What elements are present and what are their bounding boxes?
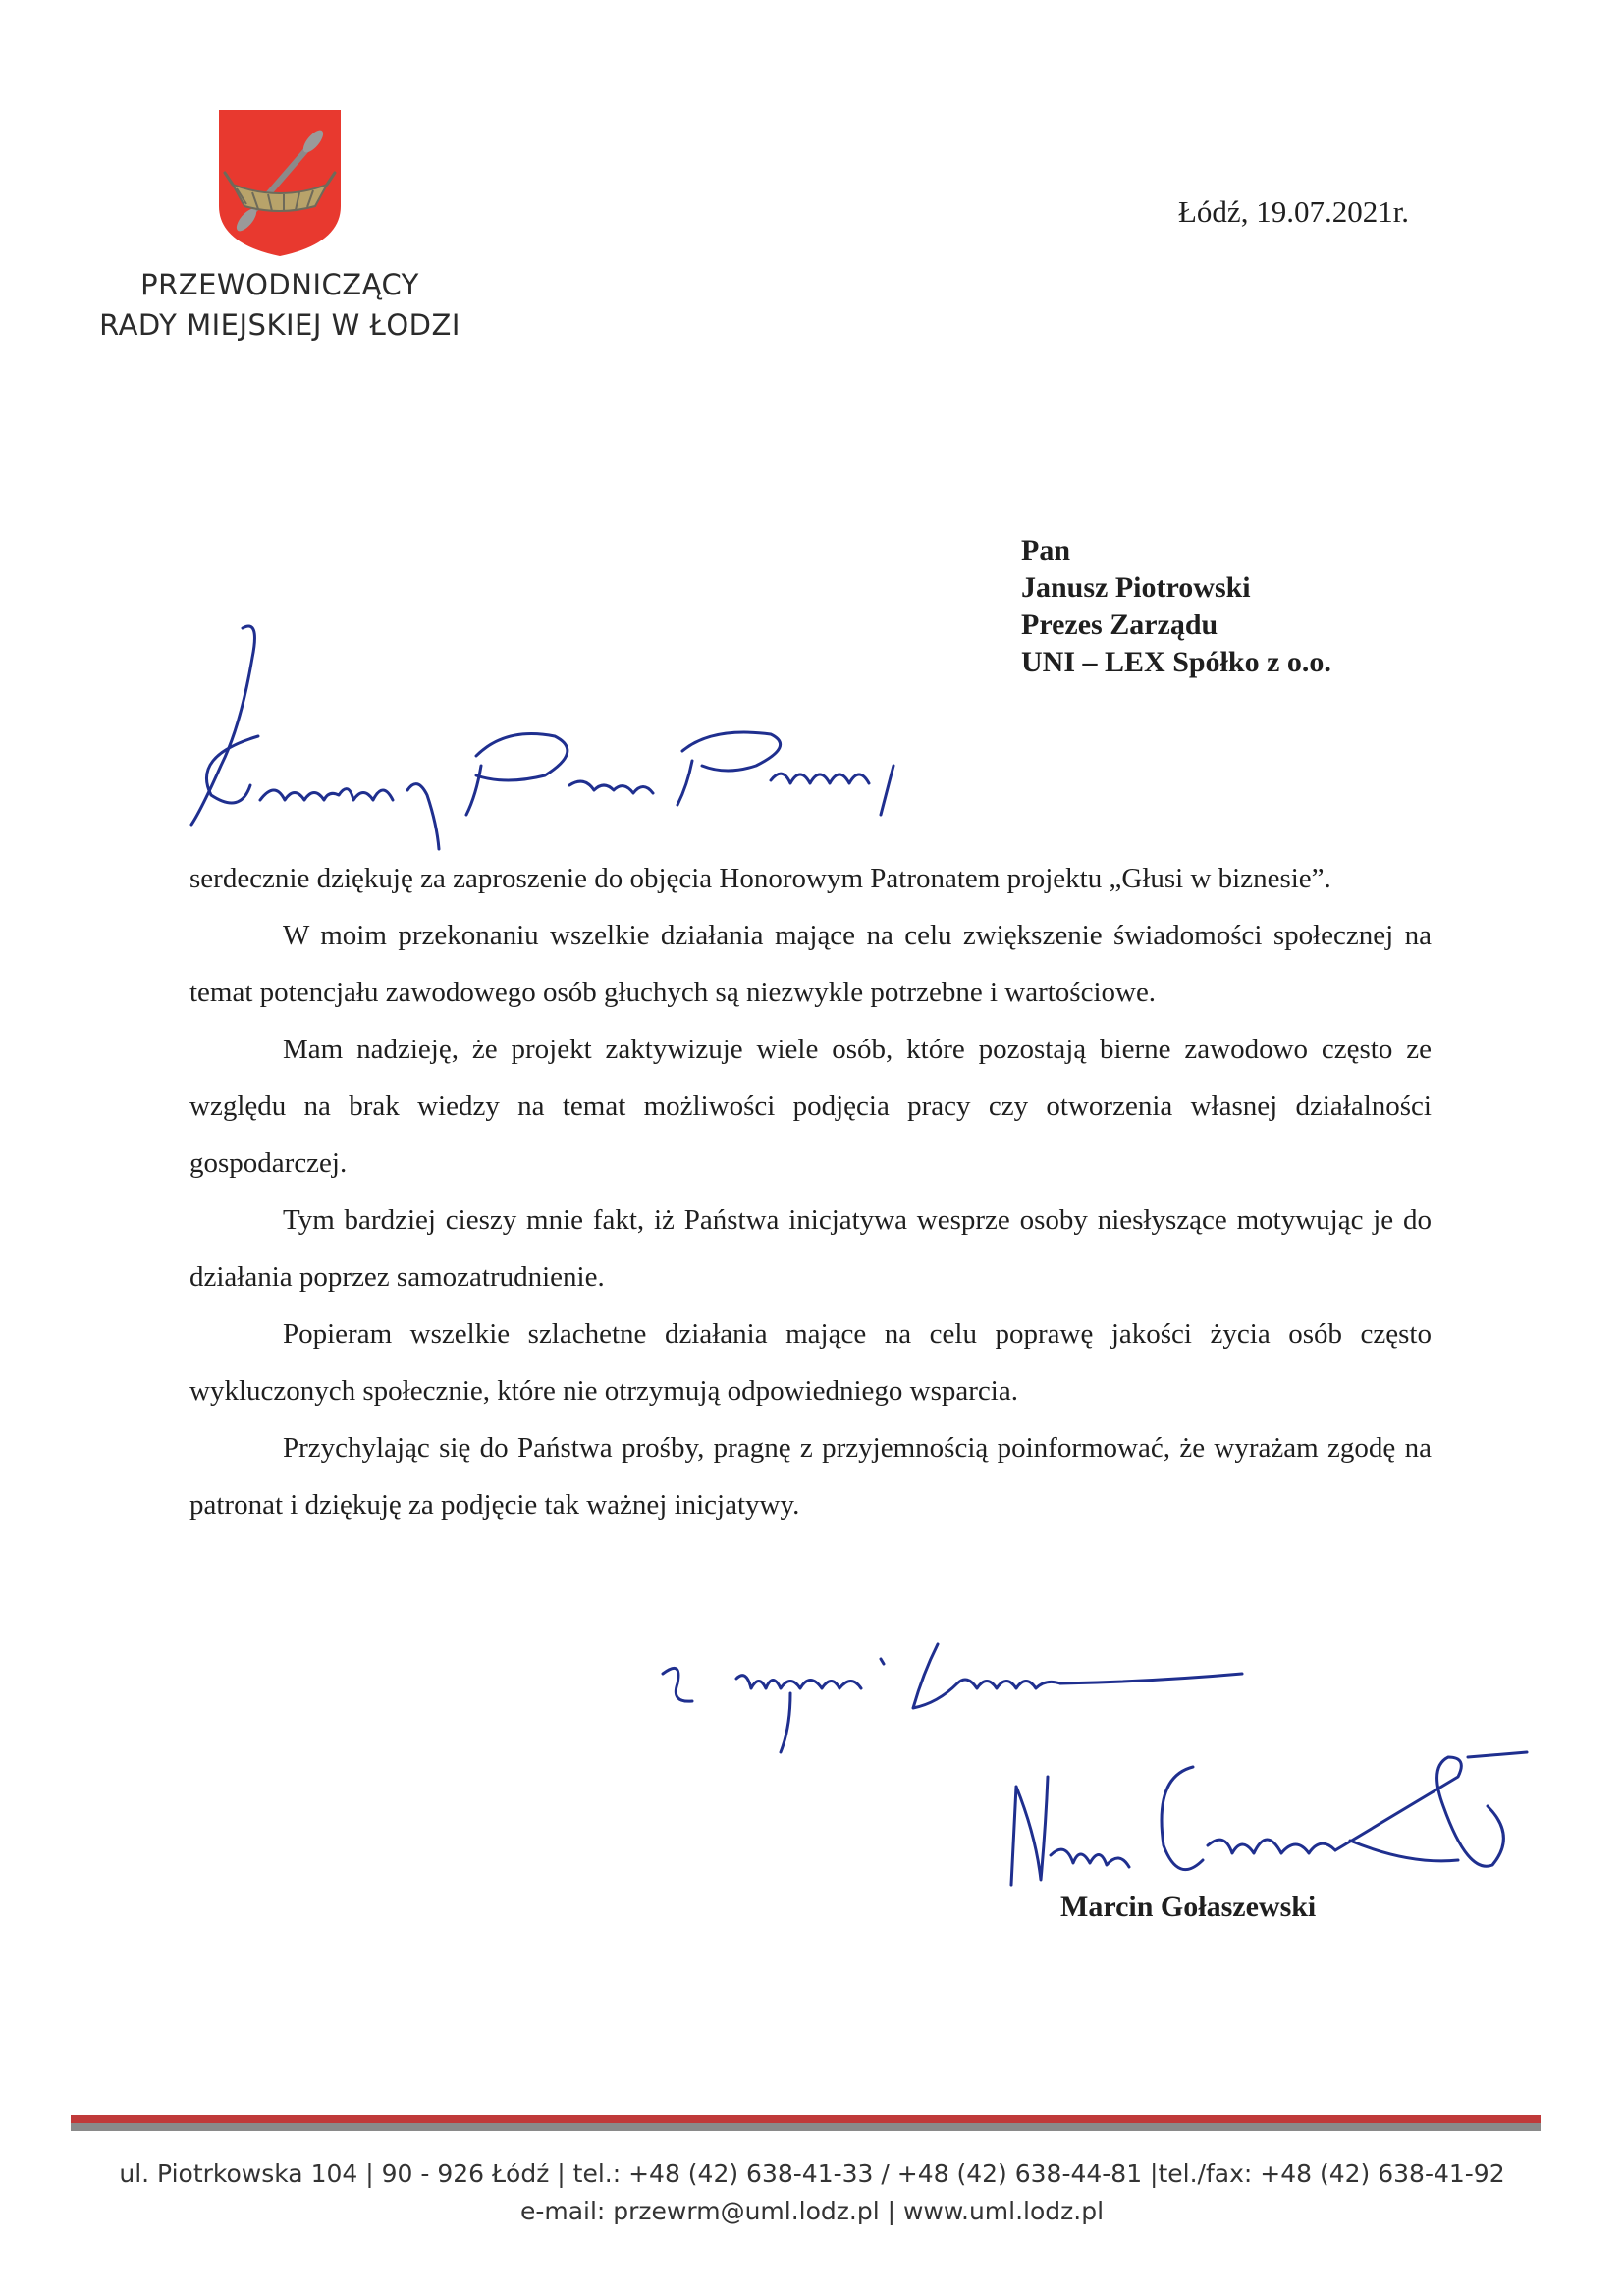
paragraph-1: serdecznie dziękuję za zaproszenie do objęcia Honorowym Patronatem projektu „Głusi w biznesie”.: [189, 863, 1331, 894]
recipient-block: [1021, 532, 1331, 681]
institution-name: [69, 265, 491, 346]
letter-body: [189, 850, 1432, 1533]
footer-address: ul. Piotrkowska 104 | 90 - 926 Łódź | tel.: +48 (42) 638-41-33 / +48 (42) 638-44-81 |tel./fax: +48 (42) 638-41-92: [119, 2160, 1505, 2188]
paragraph-2: W moim przekonaniu wszelkie działania mające na celu zwiększenie świadomości społecznej na temat potencjału zawodowego osób głuchych są niezwykle potrzebne i wartościowe.: [189, 920, 1432, 1008]
handwritten-closing: [643, 1634, 1252, 1762]
handwritten-signature: [997, 1747, 1546, 1904]
paragraph-5: Popieram wszelkie szlachetne działania mające na celu poprawę jakości życia osób często wykluczonych społecznie, które nie otrzymują odpowiedniego wsparcia.: [189, 1318, 1432, 1407]
recipient-title: Pan: [1021, 534, 1071, 566]
paragraph-6: Przychylając się do Państwa prośby, pragnę z przyjemnością poinformować, że wyrażam zgodę na patronat i dziękuję za podjęcie tak ważnej inicjatywy.: [189, 1432, 1432, 1521]
paragraph-4: Tym bardziej cieszy mnie fakt, iż Państwa inicjatywa wesprze osoby niesłyszące motywując je do działania poprzez samozatrudnienie.: [189, 1204, 1432, 1293]
letter-date: Łódź, 19.07.2021r.: [1178, 194, 1410, 229]
boat-coat-of-arms-icon: [217, 108, 343, 258]
footer: [0, 2156, 1624, 2230]
handwritten-salutation: [182, 618, 928, 854]
signer-name: Marcin Gołaszewski: [1060, 1891, 1317, 1923]
paragraph-3: Mam nadzieję, że projekt zaktywizuje wiele osób, które pozostają bierne zawodowo często ze względu na brak wiedzy na temat możliwości podjęcia pracy czy otworzenia własnej działalności gospodarczej.: [189, 1034, 1432, 1179]
recipient-name: Janusz Piotrowski: [1021, 571, 1251, 604]
institution-line-1: PRZEWODNICZĄCY: [140, 268, 419, 301]
recipient-company: UNI – LEX Spółko z o.o.: [1021, 646, 1331, 678]
footer-divider: [71, 2115, 1541, 2131]
institution-line-2: RADY MIEJSKIEJ W ŁODZI: [99, 308, 460, 342]
footer-contact: e-mail: przewrm@uml.lodz.pl | www.uml.lodz.pl: [519, 2197, 1105, 2225]
recipient-position: Prezes Zarządu: [1021, 609, 1218, 641]
